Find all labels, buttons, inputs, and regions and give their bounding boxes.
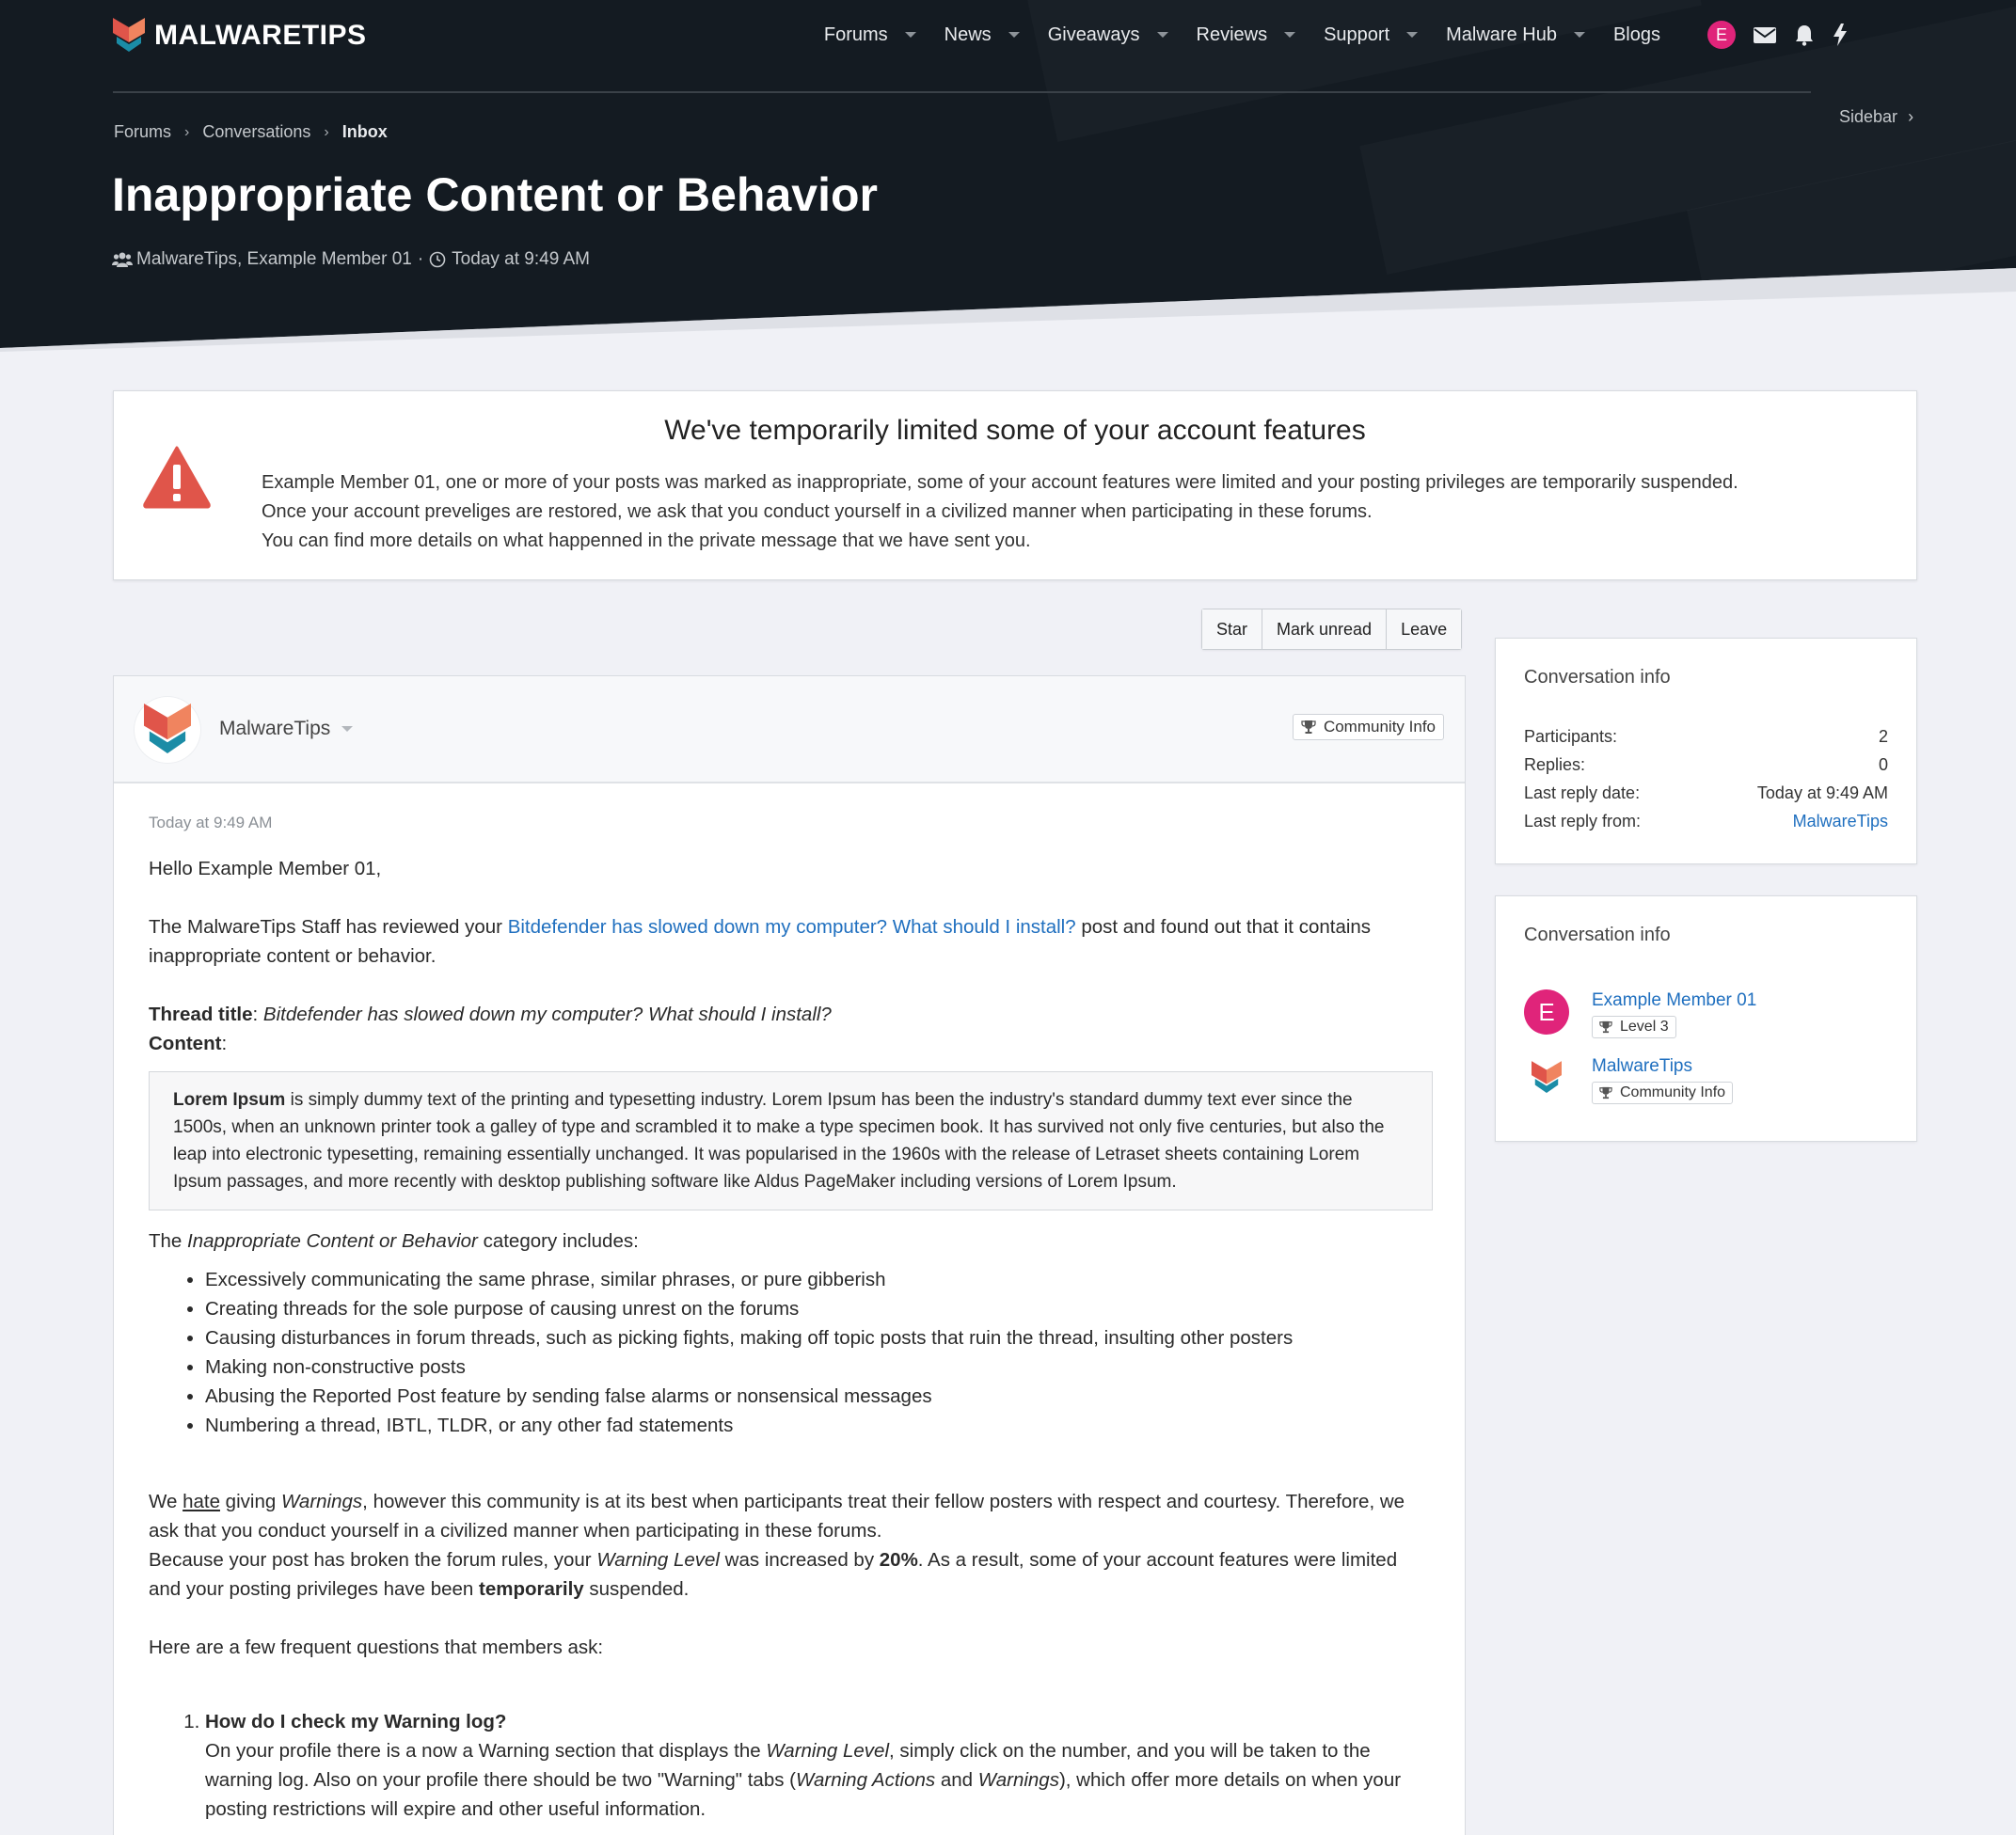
main-nav — [796, 19, 1849, 51]
level-badge — [1592, 1016, 1676, 1038]
badge-label: Community Info — [1323, 718, 1436, 736]
nav-malware-hub[interactable] — [1446, 24, 1585, 46]
sidebar-toggle-label: Sidebar — [1839, 107, 1898, 126]
participant-name[interactable]: Example Member 01 — [1592, 990, 1757, 1010]
rules-list — [205, 1265, 1433, 1440]
italic-text: Warnings — [977, 1769, 1059, 1791]
thread-link[interactable]: Bitdefender has slowed down my computer? What should I install? — [507, 916, 1076, 938]
nav-giveaways[interactable] — [1048, 24, 1168, 46]
notice-line: Once your account preveliges are restored, we ask that you conduct yourself in a civilized manner when participating in these forums. — [262, 501, 1373, 522]
panel-title: Conversation info — [1524, 925, 1671, 945]
text: was increased by — [719, 1549, 880, 1571]
text: ), which offer more details on when your posting restrictions will expire and other useful information. — [205, 1769, 1402, 1820]
text: We — [149, 1491, 183, 1512]
nav-support[interactable] — [1324, 24, 1418, 46]
participants-panel — [1495, 895, 1917, 1142]
chevron-down-icon[interactable] — [1574, 32, 1585, 38]
info-label: Participants: — [1524, 727, 1618, 746]
participant-avatar[interactable]: E — [1524, 989, 1569, 1035]
faq-item — [205, 1707, 1433, 1824]
nav-blogs[interactable] — [1613, 24, 1660, 46]
breadcrumb — [114, 122, 388, 142]
warning-level-value: 20% — [879, 1549, 918, 1571]
meta-participants[interactable]: MalwareTips, Example Member 01 — [136, 249, 412, 269]
breadcrumb-forums[interactable]: Forums — [114, 122, 172, 141]
community-info-badge — [1293, 714, 1444, 740]
list-item: • Excessively communicating the same phrase, similar phrases, or pure gibberish — [205, 1265, 1433, 1294]
header-divider — [113, 91, 1811, 93]
info-row-last-reply-from — [1524, 812, 1888, 831]
text: suspended. — [583, 1578, 690, 1600]
chevron-down-icon[interactable] — [1284, 32, 1295, 38]
content-quote — [149, 1071, 1433, 1210]
info-row-participants — [1524, 727, 1888, 747]
notice-line: Example Member 01, one or more of your posts was marked as inappropriate, some of your account features were limited and your posting privileges are temporarily suspended. — [262, 472, 1738, 493]
author-avatar[interactable] — [135, 697, 200, 763]
info-label: Replies: — [1524, 755, 1586, 774]
inbox-icon[interactable] — [1753, 25, 1777, 44]
chevron-down-icon[interactable] — [1157, 32, 1168, 38]
italic-text: Warning Actions — [796, 1769, 936, 1791]
nav-label: Giveaways — [1047, 24, 1140, 45]
text: category includes: — [477, 1230, 639, 1252]
faq-list — [205, 1707, 1433, 1824]
info-value: 0 — [1878, 755, 1888, 774]
info-label: Last reply from: — [1524, 812, 1642, 830]
info-label: Last reply date: — [1524, 783, 1641, 802]
clock-icon — [429, 251, 446, 268]
notice-body — [262, 468, 1738, 556]
info-value: 2 — [1878, 727, 1888, 746]
text: The MalwareTips Staff has reviewed your — [149, 916, 508, 938]
chevron-down-icon[interactable] — [1008, 32, 1020, 38]
user-nav — [1707, 21, 1849, 49]
category-paragraph — [149, 1226, 1433, 1256]
message-author[interactable] — [219, 718, 353, 740]
nav-label: Blogs — [1612, 24, 1660, 45]
text: On your profile there is a now a Warning section that displays the — [205, 1740, 767, 1762]
malwaretips-logo-icon — [144, 704, 191, 756]
content-label-line — [149, 1029, 1433, 1058]
users-icon — [112, 251, 133, 268]
greeting: Hello Example Member 01, — [149, 858, 382, 879]
breadcrumb-conversations[interactable]: Conversations — [202, 122, 311, 141]
badge-label: Level 3 — [1620, 1019, 1669, 1035]
text: , however this community is at its best when participants treat their fellow posters with respect and courtesy. Therefore, we ask that you conduct yourself in a civilized manner when participating in these forums. — [149, 1491, 1405, 1542]
meta-separator: · — [417, 249, 424, 269]
user-avatar[interactable]: E — [1707, 21, 1736, 49]
account-limited-notice — [113, 390, 1917, 580]
text: The — [149, 1230, 188, 1252]
faq-intro: Here are a few frequent questions that members ask: — [149, 1637, 604, 1658]
conversation-actions — [1201, 609, 1462, 650]
nav-label: Malware Hub — [1446, 24, 1557, 45]
participant-info — [1592, 989, 1756, 1038]
bold-text: temporarily — [479, 1578, 584, 1600]
nav-label: Reviews — [1196, 24, 1268, 45]
bolt-icon[interactable] — [1832, 23, 1849, 47]
info-row-replies — [1524, 755, 1888, 775]
conversation-info-panel — [1495, 638, 1917, 864]
underlined-text: hate — [183, 1491, 220, 1512]
text: Because your post has broken the forum rules, your — [149, 1549, 597, 1571]
list-item: • Making non-constructive posts — [205, 1353, 1433, 1382]
breadcrumb-inbox[interactable]: Inbox — [341, 122, 388, 141]
malwaretips-logo-icon — [113, 18, 145, 54]
sidebar-toggle-button[interactable] — [1839, 107, 1913, 127]
star-button[interactable]: Star — [1202, 609, 1262, 649]
nav-news[interactable] — [945, 24, 1020, 46]
page-title: Inappropriate Content or Behavior — [112, 168, 878, 221]
participant-avatar[interactable] — [1524, 1055, 1569, 1100]
conversation-message — [113, 675, 1466, 1835]
site-logo[interactable] — [113, 17, 367, 55]
nav-label: Forums — [823, 24, 888, 45]
logo-text: MALWARETIPS — [154, 20, 367, 51]
chevron-down-icon[interactable] — [905, 32, 916, 38]
warning-level-paragraph — [149, 1545, 1433, 1604]
conversation-meta — [112, 249, 590, 270]
participant-item — [1524, 989, 1756, 1038]
trophy-icon — [1599, 1086, 1612, 1099]
leave-button[interactable]: Leave — [1387, 609, 1461, 649]
nav-label: Support — [1324, 24, 1390, 45]
quote-bold: Lorem Ipsum — [173, 1090, 286, 1110]
italic-text: Warning Level — [766, 1740, 889, 1762]
participant-item — [1524, 1055, 1733, 1104]
top-navigation — [113, 0, 1919, 71]
notice-line: You can find more details on what happenned in the private message that we have sent you. — [262, 530, 1031, 551]
text: and — [935, 1769, 978, 1791]
panel-title: Conversation info — [1524, 667, 1671, 688]
info-row-last-reply-date — [1524, 783, 1888, 803]
thread-title-line — [149, 1000, 1433, 1029]
chevron-down-icon[interactable] — [1406, 32, 1418, 38]
category-name: Inappropriate Content or Behavior — [187, 1230, 478, 1252]
text: : — [252, 1004, 263, 1025]
meta-time: Today at 9:49 AM — [452, 249, 590, 269]
message-date[interactable]: Today at 9:49 AM — [149, 814, 273, 831]
author-name: MalwareTips — [219, 718, 331, 739]
chevron-right-icon: › — [1908, 107, 1914, 126]
participant-name[interactable]: MalwareTips — [1592, 1056, 1692, 1076]
chevron-down-icon[interactable] — [341, 726, 353, 732]
nav-label: News — [944, 24, 992, 45]
text: giving — [219, 1491, 281, 1512]
chevron-right-icon: › — [324, 123, 329, 140]
text: , simply click on the number, and you will be taken to the warning log. Also on your profile there should be two "Warning" tabs ( — [205, 1740, 1371, 1791]
text: . As a result, some of your account features were limited and your posting privileges have been — [149, 1549, 1398, 1600]
italic-text: Warnings — [280, 1491, 363, 1512]
malwaretips-logo-icon — [1532, 1061, 1562, 1095]
message-body — [149, 808, 1433, 1824]
page-header — [0, 0, 2016, 357]
info-value: Today at 9:49 AM — [1756, 783, 1888, 802]
bell-icon[interactable] — [1794, 24, 1815, 46]
text: post and found out that it contains inappropriate content or behavior. — [149, 916, 1372, 967]
list-item: • Causing disturbances in forum threads, such as picking fights, making off topic posts that ruin the thread, insulting other posters — [205, 1323, 1433, 1353]
warning-paragraph — [149, 1487, 1433, 1545]
last-reply-author-link[interactable]: MalwareTips — [1792, 812, 1888, 830]
list-item: • Numbering a thread, IBTL, TLDR, or any other fad statements — [205, 1411, 1433, 1440]
text: : — [221, 1033, 228, 1054]
italic-text: Warning Level — [596, 1549, 720, 1571]
badge-label: Community Info — [1620, 1084, 1726, 1100]
thread-title-value: Bitdefender has slowed down my computer? What should I install? — [262, 1004, 832, 1025]
trophy-icon — [1599, 1020, 1612, 1034]
message-header — [114, 676, 1465, 783]
mark-unread-button[interactable]: Mark unread — [1262, 609, 1387, 649]
faq-question: How do I check my Warning log? — [205, 1711, 507, 1732]
list-item: • Creating threads for the sole purpose of causing unrest on the forums — [205, 1294, 1433, 1323]
warning-icon — [142, 445, 212, 509]
nav-reviews[interactable] — [1197, 24, 1296, 46]
chevron-right-icon: › — [184, 123, 190, 140]
participant-info — [1592, 1055, 1733, 1104]
label: Content — [149, 1033, 222, 1054]
notice-title: We've temporarily limited some of your account features — [664, 415, 1366, 446]
nav-forums[interactable] — [824, 24, 916, 46]
review-paragraph — [149, 912, 1433, 971]
community-info-badge — [1592, 1082, 1733, 1104]
list-item: • Abusing the Reported Post feature by sending false alarms or nonsensical messages — [205, 1382, 1433, 1411]
trophy-icon — [1301, 720, 1316, 735]
quote-text: is simply dummy text of the printing and typesetting industry. Lorem Ipsum has been the industry's standard dummy text ever since the 1500s, when an unknown printer took a galley of type and scrambled it to make a type specimen book. It has survived not only five centuries, but also the leap into electronic typesetting, remaining essentially unchanged. It was popularised in the 1960s with the release of Letraset sheets containing Lorem Ipsum passages, and more recently with desktop publishing software like Aldus PageMaker including versions of Lorem Ipsum. — [173, 1090, 1385, 1192]
label: Thread title — [149, 1004, 253, 1025]
